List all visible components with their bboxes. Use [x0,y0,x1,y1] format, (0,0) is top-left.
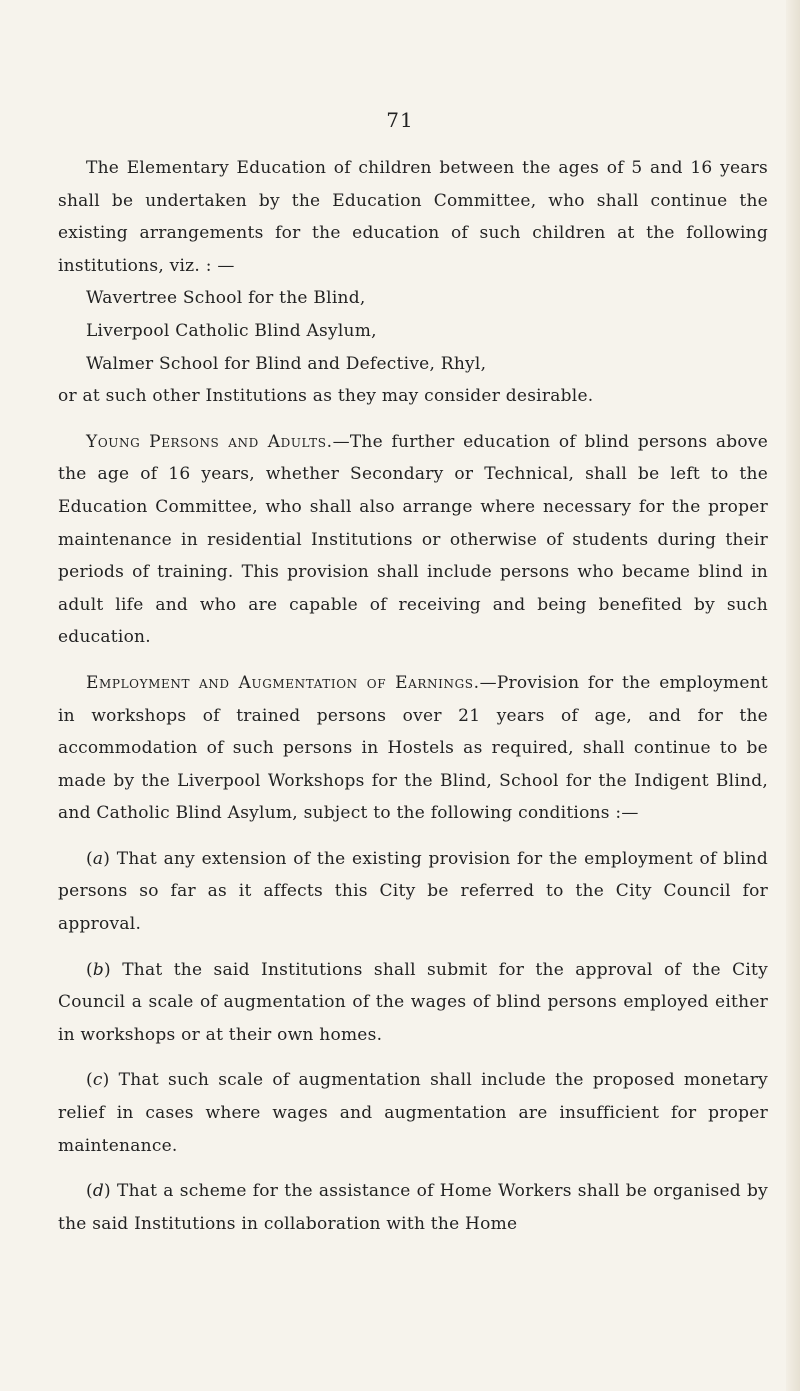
list-item: Liverpool Catholic Blind Asylum, [86,320,377,341]
condition-item: (b) That the said Institutions shall submit for the approval of the City Council a scale of augmentation of the wages of blind persons employed either in workshops or at their own homes. [58,959,768,1045]
condition-label: c [92,1070,103,1091]
section-heading: Young Persons and Adults. [86,431,333,452]
condition-item: (d) That a scheme for the assistance of Home Workers shall be organised by the said Institutions in collaboration with the Home [58,1181,768,1234]
list-item: Walmer School for Blind and Defective, Rhyl, [86,353,487,374]
condition-item: (a) That any extension of the existing provision for the employment of blind persons so far as it affects this City be referred to the City Council for approval. [58,848,768,935]
condition-text: That such scale of augmentation shall include the proposed monetary relief in cases where wages and augmentation are insufficient for proper maintenance. [58,1070,768,1156]
section-heading: Employment and Augmentation of Earnings. [86,672,480,693]
condition-text: That a scheme for the assistance of Home Workers shall be organised by the said Institutions in collaboration with the Home [58,1181,768,1234]
young-persons-paragraph [58,426,768,654]
page-edge [786,0,800,1391]
condition-label: b [92,959,105,980]
page-body [58,152,768,1240]
intro-closing: or at such other Institutions as they may consider desirable. [58,386,594,407]
employment-paragraph [58,667,768,830]
intro-paragraph: The Elementary Education of children between the ages of 5 and 16 years shall be undertaken by the Education Committee, who shall continue the existing arrangements for the education of such children at the following institutions, viz. : — [58,158,768,276]
section-text: —The further education of blind persons above the age of 16 years, whether Secondary or Technical, shall be left to the Education Committee, who shall also arrange where necessary for the proper maintenance in residential Institutions or otherwise of students during their periods of training. This provision shall include persons who became blind in adult life and who are capable of receiving and being benefited by such education. [58,431,768,648]
condition-text: That any extension of the existing provision for the employment of blind persons so far as it affects this City be referred to the City Council for approval. [58,848,768,935]
condition-item: (c) That such scale of augmentation shall include the proposed monetary relief in cases where wages and augmentation are insufficient for proper maintenance. [58,1070,768,1156]
section-text: —Provision for the employment in workshops of trained persons over 21 years of age, and for the accommodation of such persons in Hostels as required, shall continue to be made by the Liverpool Workshops for the Blind, School for the Indigent Blind, and Catholic Blind Asylum, subject to the following conditions :— [58,672,768,824]
institutions-list [58,282,768,380]
condition-label: a [92,848,104,869]
condition-label: d [92,1181,105,1202]
page-number: 71 [386,108,414,132]
list-item: Wavertree School for the Blind, [86,288,366,309]
condition-text: That the said Institutions shall submit for the approval of the City Council a scale of augmentation of the wages of blind persons employed either in workshops or at their own homes. [58,959,768,1045]
